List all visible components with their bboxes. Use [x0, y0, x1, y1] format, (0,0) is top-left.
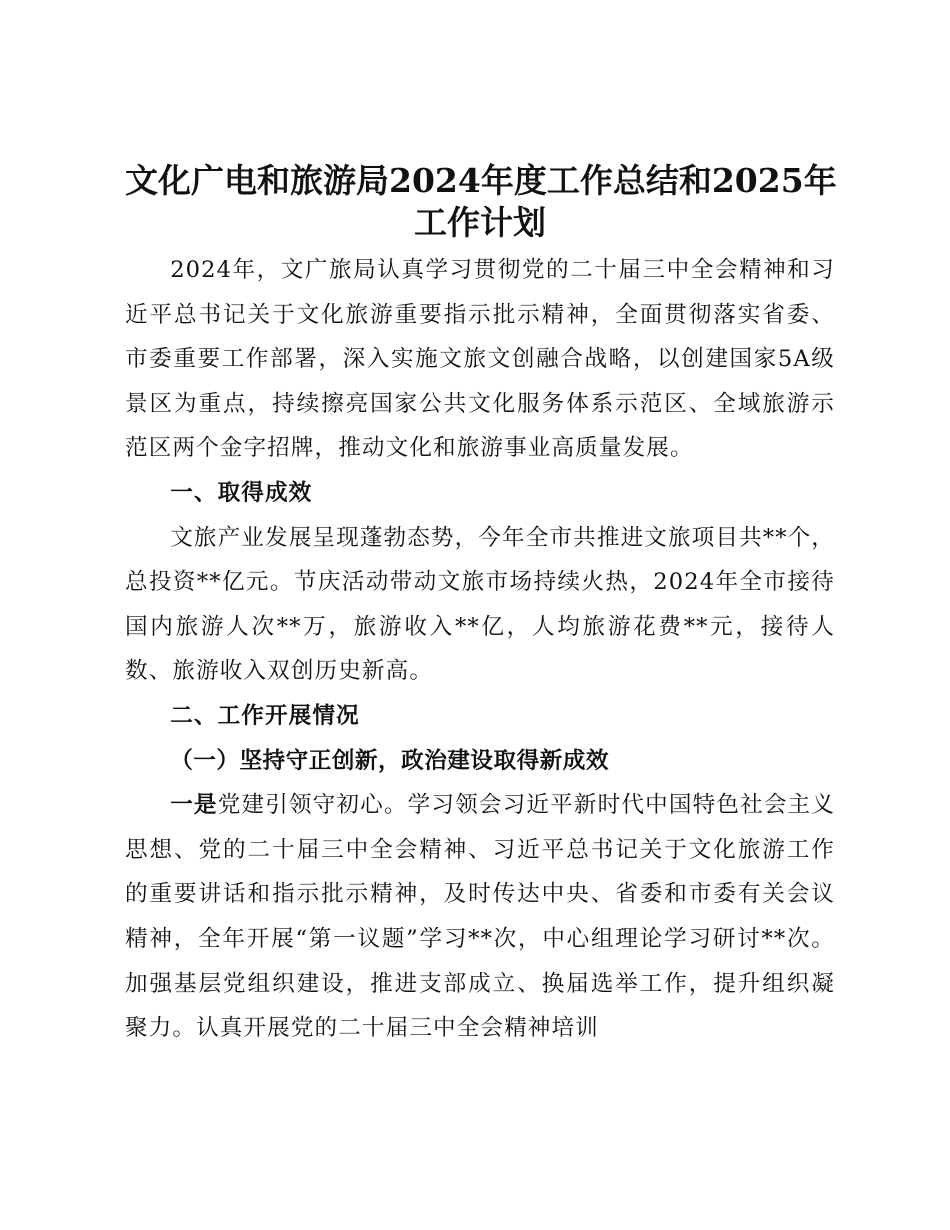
item-lead-label: 一是 [170, 792, 218, 819]
section-heading-results: 一、取得成效 [170, 479, 313, 506]
document-page [125, 160, 835, 1051]
section-heading-work-progress: 二、工作开展情况 [170, 702, 360, 729]
document-title [125, 160, 835, 244]
intro-paragraph: 2024年，文广旅局认真学习贯彻党的二十届三中全会精神和习近平总书记关于文化旅游重要指示批示精神，全面贯彻落实省委、市委重要工作部署，深入实施文旅文创融合战略，以创建国家5A级景区为重点，持续擦亮国家公共文化服务体系示范区、全域旅游示范区两个金字招牌，推动文化和旅游事业高质量发展。 [125, 257, 835, 462]
subsection-heading-political: （一）坚持守正创新，政治建设取得新成效 [170, 747, 609, 774]
party-building-paragraph [125, 783, 835, 1051]
title-line-1: 文化广电和旅游局2024年度工作总结和2025年 [125, 161, 837, 200]
item-body-text: 党建引领守初心。学习领会习近平新时代中国特色社会主义思想、党的二十届三中全会精神、习近平总书记关于文化旅游工作的重要讲话和指示批示精神，及时传达中央、省委和市委有关会议精神，全年开展“第一议题”学习**次，中心组理论学习研讨**次。加强基层党组织建设，推进支部成立、换届选举工作，提升组织凝聚力。认真开展党的二十届三中全会精神培训 [125, 792, 835, 1042]
results-paragraph: 文旅产业发展呈现蓬勃态势，今年全市共推进文旅项目共**个，总投资**亿元。节庆活动带动文旅市场持续火热，2024年全市接待国内旅游人次**万，旅游收入**亿，人均旅游花费**元，接待人数、旅游收入双创历史新高。 [125, 524, 835, 685]
title-line-2: 工作计划 [414, 203, 546, 242]
